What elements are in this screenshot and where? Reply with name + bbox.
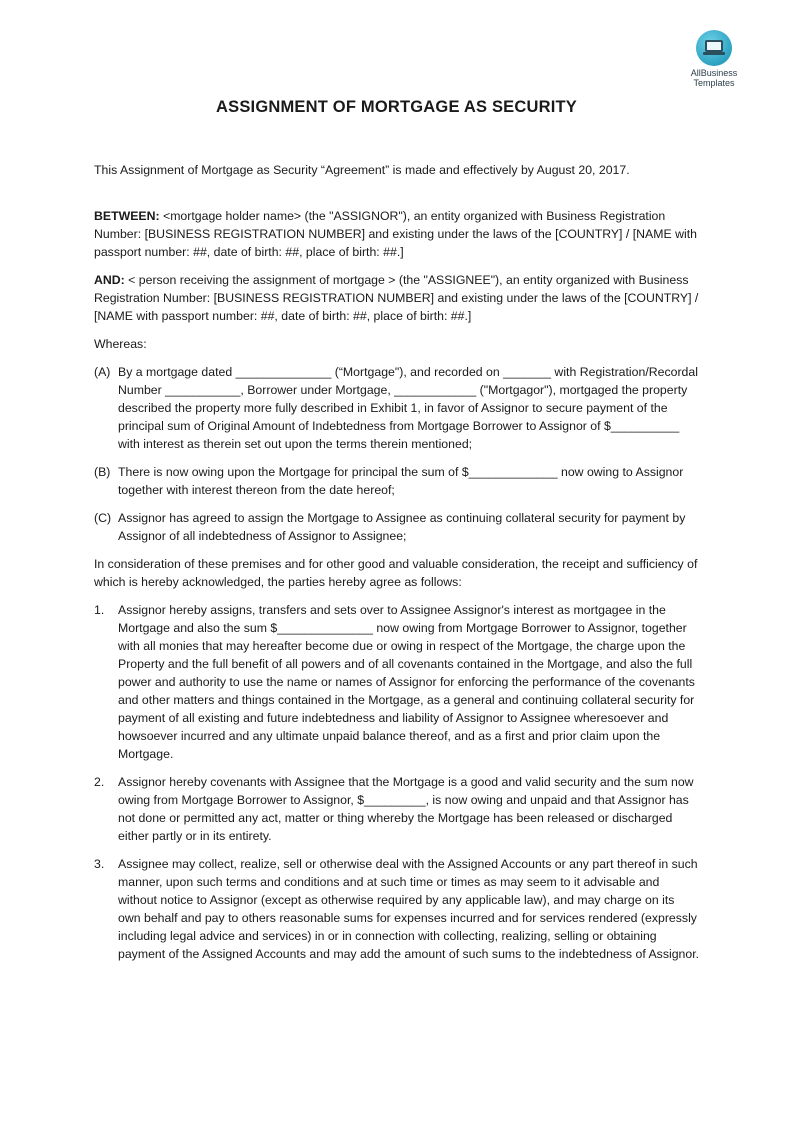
recital-text: There is now owing upon the Mortgage for principal the sum of $_____________ now owing to Assignor together with interest thereon from the date hereof; xyxy=(118,465,684,497)
recital-b xyxy=(94,463,700,499)
document-body xyxy=(94,161,700,973)
logo-line-1: AllBusiness xyxy=(690,68,738,78)
brand-logo xyxy=(684,30,744,88)
and-text: < person receiving the assignment of mortgage > (the "ASSIGNEE"), an entity organized with Business Registration Number: [BUSINESS REGISTRATION NUMBER] and existing under the laws of the [COUNTRY] / [NAME with passport number: ##, date of birth: ##, place of birth: ##.] xyxy=(94,273,699,323)
clause-number: 1. xyxy=(94,603,105,617)
clause-text: Assignor hereby assigns, transfers and sets over to Assignee Assignor's interest as mortgagee in the Mortgage and also the sum $______________ now owing from Mortgage Borrower to Assignor, together with all monies that may hereafter become due or owing in respect of the Mortgage, the charge upon the Property and the full benefit of all powers and of all covenants contained in the Mortgage, and also the full power and authority to use the name or names of Assignor for enforcing the performance of the covenants and other matters and things contained in the Mortgage, as a general and continuing collateral security for payment of all existing and future indebtedness and liability of Assignor to Assignee wheresoever and howsoever incurred and any ultimate unpaid balance thereof, and as a first and prior claim upon the Mortgage. xyxy=(118,603,695,761)
and-label: AND: xyxy=(94,273,125,287)
between-paragraph xyxy=(94,207,700,261)
recital-label: (A) xyxy=(94,365,111,379)
clause-number: 2. xyxy=(94,775,105,789)
recital-text: By a mortgage dated ______________ (“Mortgage"), and recorded on _______ with Registration/Recordal Number ___________, Borrower under Mortgage, ____________ ("Mortgagor"), mortgaged the property described the property more fully described in Exhibit 1, in favor of Assignor to secure payment of the principal sum of Original Amount of Indebtedness from Mortgage Borrower to Assignor of $__________ with interest as therein set out upon the terms therein mentioned; xyxy=(118,365,698,451)
between-text: <mortgage holder name> (the "ASSIGNOR"), an entity organized with Business Registration Number: [BUSINESS REGISTRATION NUMBER] and existing under the laws of the [COUNTRY] / [NAME with passport number: ##, date of birth: ##, place of birth: ##.] xyxy=(94,209,697,259)
consideration-paragraph: In consideration of these premises and for other good and valuable consideration, the receipt and sufficiency of which is hereby acknowledged, the parties hereby agree as follows: xyxy=(94,557,698,589)
and-paragraph xyxy=(94,271,700,325)
clause-2 xyxy=(94,773,700,845)
recital-text: Assignor has agreed to assign the Mortgage to Assignee as continuing collateral security for payment by Assignor of all indebtedness of Assignor to Assignee; xyxy=(118,511,686,543)
recital-label: (B) xyxy=(94,465,111,479)
laptop-icon xyxy=(696,30,732,66)
between-label: BETWEEN: xyxy=(94,209,160,223)
whereas-heading: Whereas: xyxy=(94,337,147,351)
clause-text: Assignor hereby covenants with Assignee that the Mortgage is a good and valid security and the sum now owing from Mortgage Borrower to Assignor, $_________, is now owing and unpaid and that Assignor has not done or permitted any act, matter or thing whereby the Mortgage has been released or discharged either partly or in its entirety. xyxy=(118,775,694,843)
clause-3 xyxy=(94,855,700,963)
intro-paragraph: This Assignment of Mortgage as Security “Agreement” is made and effectively by August 20, 2017. xyxy=(94,163,630,177)
recital-label: (C) xyxy=(94,511,112,525)
document-title: ASSIGNMENT OF MORTGAGE AS SECURITY xyxy=(216,98,577,116)
clause-text: Assignee may collect, realize, sell or otherwise deal with the Assigned Accounts or any part thereof in such manner, upon such terms and conditions and at such time or times as may seem to it advisable and without notice to Assignor (except as otherwise required by any applicable law), and may charge on its own behalf and pay to others reasonable sums for expenses incurred and for services rendered (expressly including legal advice and services) in or in connection with collecting, realizing, selling or obtaining payment of the Assigned Accounts and may add the amount of such sums to the indebtedness of Assignor. xyxy=(118,857,700,961)
logo-line-2: Templates xyxy=(693,78,735,88)
logo-text xyxy=(684,68,744,88)
clause-number: 3. xyxy=(94,857,105,871)
recital-a xyxy=(94,363,700,453)
recital-c xyxy=(94,509,700,545)
clause-1 xyxy=(94,601,700,763)
